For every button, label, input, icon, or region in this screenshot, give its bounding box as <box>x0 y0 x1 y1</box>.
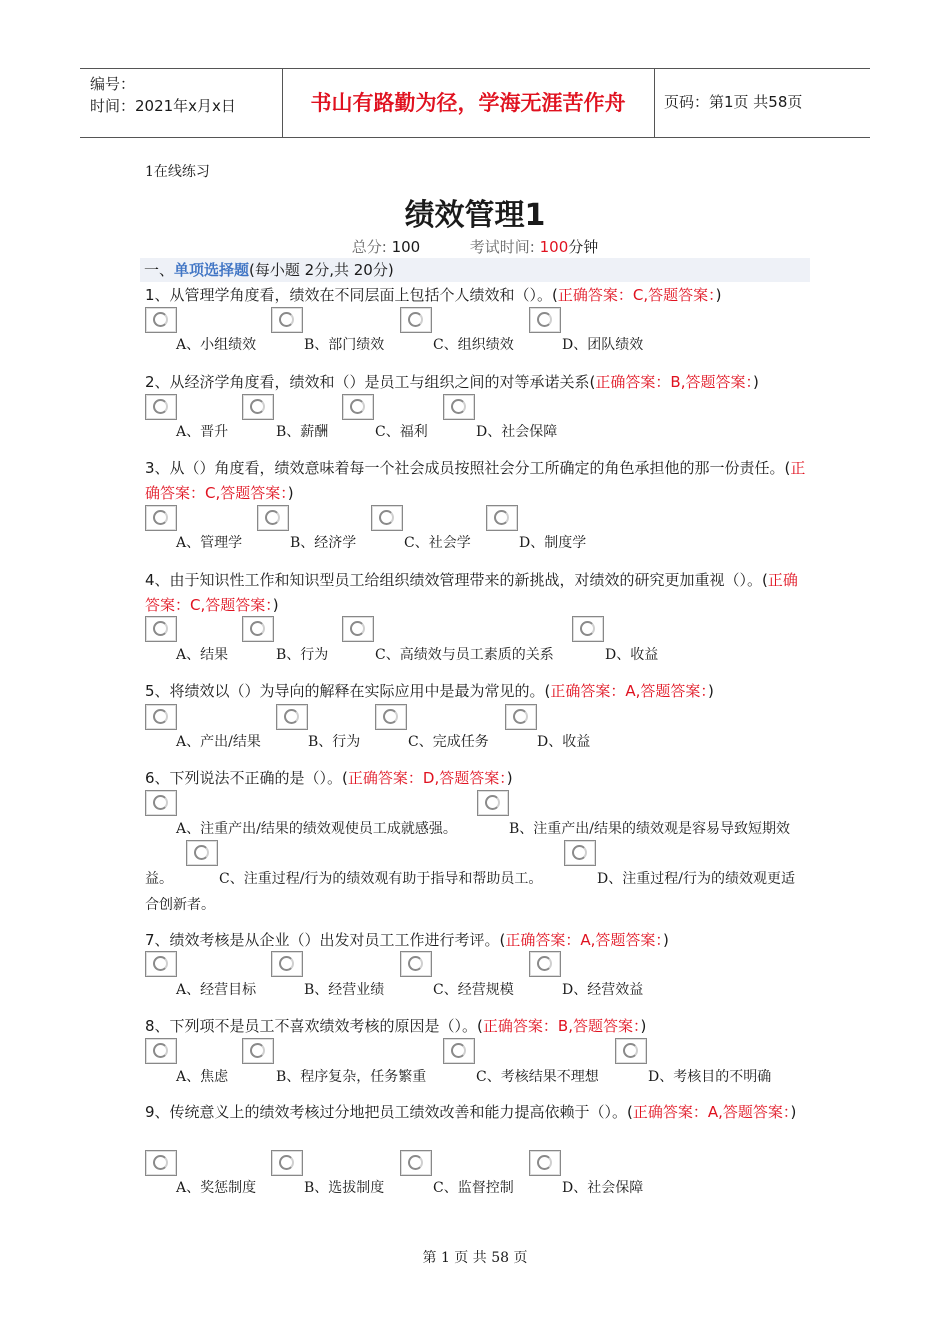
section-header <box>140 258 810 282</box>
question-1 <box>145 283 810 308</box>
option-a-label: A、结果 <box>176 647 229 663</box>
correct-answer: 正确答案：C,答题答案： <box>145 571 798 614</box>
option-a-label: A、管理学 <box>176 535 243 551</box>
option-b-label: B、薪酬 <box>276 424 329 440</box>
pretitle: 1在线练习 <box>145 164 210 180</box>
question-end: ) <box>662 931 669 949</box>
question-end: ) <box>707 682 714 700</box>
option-c-radio[interactable] <box>400 1150 432 1176</box>
option-b-radio[interactable] <box>242 616 274 642</box>
option-a-label: A、小组绩效 <box>176 337 257 353</box>
option-a-label: A、注重产出/结果的绩效观使员工成就感强。 <box>176 821 457 837</box>
question-text: 8、下列项不是员工不喜欢绩效考核的原因是（）。( <box>145 1017 483 1035</box>
header-left <box>90 73 236 117</box>
option-d-label: D、制度学 <box>519 535 587 551</box>
correct-answer: 正确答案：A,答题答案： <box>505 931 663 949</box>
header-motto: 书山有路勤为径，学海无涯苦作舟 <box>310 91 626 115</box>
correct-answer: 正确答案：D,答题答案： <box>347 769 507 787</box>
option-d-radio[interactable] <box>564 840 596 866</box>
option-d-label: D、社会保障 <box>562 1180 644 1196</box>
option-d-radio[interactable] <box>615 1038 647 1064</box>
question-2 <box>145 370 810 395</box>
option-a-radio[interactable] <box>145 1150 177 1176</box>
option-d-radio[interactable] <box>486 505 518 531</box>
question-text: 5、将绩效以（）为导向的解释在实际应用中是最为常见的。( <box>145 682 551 700</box>
option-b-label: B、程序复杂，任务繁重 <box>276 1069 427 1085</box>
correct-answer: 正确答案：C,答题答案： <box>557 286 716 304</box>
question-6 <box>145 766 810 791</box>
question-end: ) <box>272 596 279 614</box>
option-b-label: B、经济学 <box>290 535 357 551</box>
page-title: 绩效管理1 <box>404 198 546 233</box>
date-label: 时间：2021年x月x日 <box>90 97 236 115</box>
page-footer: 第 1 页 共 58 页 <box>422 1250 528 1266</box>
correct-answer: 正确答案：A,答题答案： <box>632 1103 791 1121</box>
correct-answer: 正确答案：B,答题答案： <box>482 1017 641 1035</box>
option-c-radio[interactable] <box>342 394 374 420</box>
section-name: 单项选择题 <box>174 261 250 279</box>
option-c-radio[interactable] <box>342 616 374 642</box>
question-end: ) <box>640 1017 647 1035</box>
header-page-label: 页码：第1页 共58页 <box>664 93 803 111</box>
option-d-label: D、团队绩效 <box>562 337 644 353</box>
question-text: 7、绩效考核是从企业（）出发对员工工作进行考评。( <box>145 931 506 949</box>
question-text: 2、从经济学角度看，绩效和（）是员工与组织之间的对等承诺关系( <box>145 373 596 391</box>
option-a-radio[interactable] <box>145 307 177 333</box>
total-value: 100 <box>391 238 421 256</box>
question-text: 6、下列说法不正确的是（）。( <box>145 769 348 787</box>
option-d-label: D、收益 <box>537 734 591 750</box>
question-4 <box>145 568 810 618</box>
option-c-label: C、组织绩效 <box>433 337 514 353</box>
option-d-label: D、考核目的不明确 <box>648 1069 772 1085</box>
option-b-radio[interactable] <box>257 505 289 531</box>
question-text: 1、从管理学角度看，绩效在不同层面上包括个人绩效和（）。( <box>145 286 558 304</box>
question-5 <box>145 679 810 704</box>
option-b-label: B、行为 <box>276 647 329 663</box>
option-d-radio[interactable] <box>572 616 604 642</box>
option-a-radio[interactable] <box>145 790 177 816</box>
question-text: 9、传统意义上的绩效考核过分地把员工绩效改善和能力提高依赖于（）。( <box>145 1103 633 1121</box>
option-d-radio[interactable] <box>529 307 561 333</box>
number-label: 编号： <box>90 75 136 93</box>
exam-meta <box>0 236 950 257</box>
option-b-label: B、部门绩效 <box>304 337 385 353</box>
option-c-label: C、完成任务 <box>408 734 489 750</box>
option-a-label: A、经营目标 <box>176 982 257 998</box>
option-b-radio[interactable] <box>242 394 274 420</box>
option-c-label: C、监督控制 <box>433 1180 514 1196</box>
option-c-radio[interactable] <box>400 951 432 977</box>
option-a-radio[interactable] <box>145 616 177 642</box>
option-a-label: A、产出/结果 <box>176 734 261 750</box>
option-d-radio[interactable] <box>529 951 561 977</box>
option-b-radio[interactable] <box>271 1150 303 1176</box>
question-text: 4、由于知识性工作和知识型员工给组织绩效管理带来的新挑战，对绩效的研究更加重视（）。( <box>145 571 768 589</box>
option-a-radio[interactable] <box>145 394 177 420</box>
option-b-label: B、经营业绩 <box>304 982 385 998</box>
option-c-label: C、高绩效与员工素质的关系 <box>375 647 554 663</box>
option-c-label: C、考核结果不理想 <box>476 1069 599 1085</box>
document-header <box>80 68 870 138</box>
option-b-radio[interactable] <box>271 307 303 333</box>
option-c-radio[interactable] <box>371 505 403 531</box>
option-d-label: D、社会保障 <box>476 424 558 440</box>
option-c-radio[interactable] <box>400 307 432 333</box>
option-b-radio[interactable] <box>242 1038 274 1064</box>
option-b-radio[interactable] <box>271 951 303 977</box>
option-c-label: C、注重过程/行为的绩效观有助于指导和帮助员工。 <box>219 871 543 887</box>
question-end: ) <box>506 769 513 787</box>
option-c-radio[interactable] <box>443 1038 475 1064</box>
option-b-label: B、选拔制度 <box>304 1180 385 1196</box>
option-c-label: C、经营规模 <box>433 982 514 998</box>
option-d-radio[interactable] <box>443 394 475 420</box>
section-note: (每小题 2分,共 20分) <box>249 261 394 279</box>
correct-answer: 正确答案：B,答题答案： <box>595 373 753 391</box>
section-prefix: 一、 <box>144 261 175 279</box>
time-value: 100 <box>539 238 569 256</box>
option-a-radio[interactable] <box>145 505 177 531</box>
time-label: 考试时间: <box>469 238 535 256</box>
option-b-label: B、行为 <box>308 734 361 750</box>
option-a-label: A、晋升 <box>176 424 229 440</box>
question-text: 3、从（）角度看，绩效意味着每一个社会成员按照社会分工所确定的角色承担他的那一份责任。( <box>145 459 791 477</box>
option-d-radio[interactable] <box>529 1150 561 1176</box>
question-3 <box>145 456 810 506</box>
correct-answer: 正确答案：A,答题答案： <box>550 682 708 700</box>
question-9 <box>145 1100 810 1125</box>
correct-answer: 正确答案：C,答题答案： <box>145 459 806 502</box>
option-a-radio[interactable] <box>145 1038 177 1064</box>
option-d-label-continued: 合创新者。 <box>145 897 215 913</box>
question-end: ) <box>790 1103 797 1121</box>
question-8 <box>145 1014 810 1039</box>
option-c-radio[interactable] <box>186 840 218 866</box>
option-a-label: A、奖惩制度 <box>176 1180 257 1196</box>
option-a-radio[interactable] <box>145 951 177 977</box>
header-divider <box>654 69 655 137</box>
option-a-label: A、焦虑 <box>176 1069 229 1085</box>
option-d-label: D、注重过程/行为的绩效观更适 <box>597 871 795 887</box>
total-label: 总分: <box>351 238 387 256</box>
option-b-label: B、注重产出/结果的绩效观是容易导致短期效 <box>509 821 791 837</box>
option-a-radio[interactable] <box>145 704 177 730</box>
question-7 <box>145 928 810 953</box>
question-end: ) <box>715 286 722 304</box>
option-c-radio[interactable] <box>375 704 407 730</box>
option-b-label-continued: 益。 <box>145 871 173 887</box>
option-d-label: D、收益 <box>605 647 659 663</box>
time-unit: 分钟 <box>568 238 599 256</box>
option-c-label: C、社会学 <box>404 535 471 551</box>
option-d-label: D、经营效益 <box>562 982 644 998</box>
option-b-radio[interactable] <box>477 790 509 816</box>
option-b-radio[interactable] <box>276 704 308 730</box>
question-end: ) <box>752 373 759 391</box>
question-end: ) <box>287 484 294 502</box>
option-d-radio[interactable] <box>505 704 537 730</box>
option-c-label: C、福利 <box>375 424 428 440</box>
